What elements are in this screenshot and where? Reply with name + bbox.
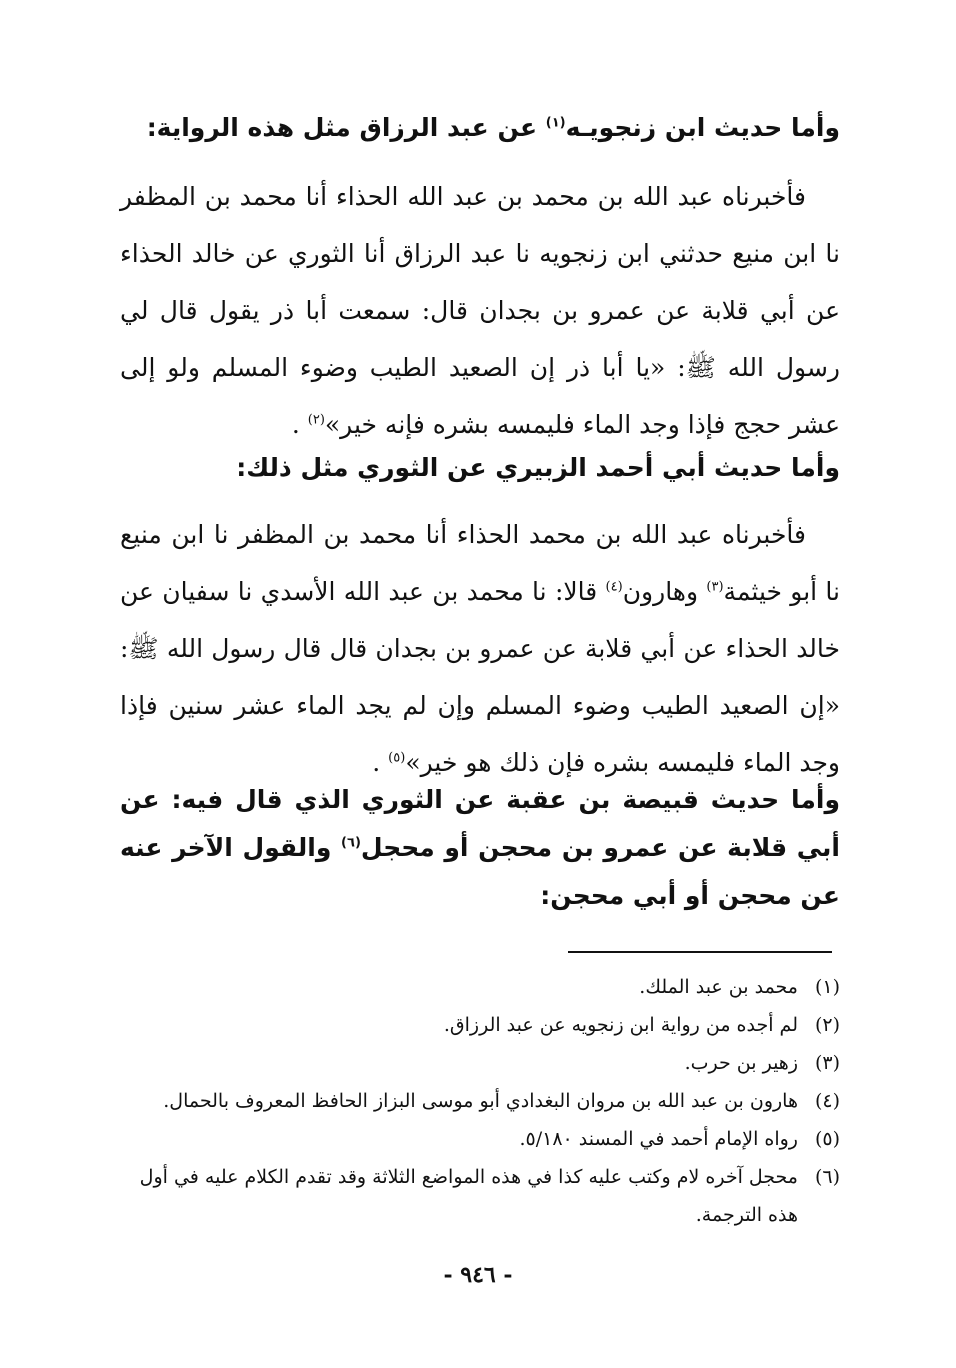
footnote-ref: (٤): [605, 579, 623, 595]
footnote-6: [120, 1158, 840, 1234]
footnote-5: [120, 1120, 840, 1158]
footnote-number: (١): [814, 976, 840, 998]
footnote-text: محجل آخره لام وكتب عليه كذا في هذه المواضع الثلاثة وقد تقدم الكلام عليه في أول هذه الترجمة.: [139, 1166, 798, 1226]
heading-text: وأما حديث ابن زنجويـه: [565, 113, 840, 142]
footnote-separator: [568, 951, 832, 953]
footnote-ref: (١): [545, 115, 566, 131]
footnote-ref: (٥): [388, 750, 406, 766]
paragraph-abu-ahmad-zubayri: [120, 506, 840, 791]
footnote-3: [120, 1044, 840, 1082]
paragraph-text: فأخبرناه عبد الله بن محمد بن عبد الله الحذاء أنا محمد بن المظفر نا ابن منيع حدثني ابن زنجويه نا عبد الرزاق أنا الثوري عن خالد الحذاء عن أبي قلابة عن عمرو بن بجدان قال: سمعت أبا ذر يقول قال لي رسول الله ﷺ: «يا أبا ذر إن الصعيد الطيب وضوء المسلم ولو إلى عشر حجج فإذا وجد الماء فليمسه بشره فإنه خير»: [120, 182, 840, 439]
section-heading-ibn-zanjawayh: [120, 104, 840, 152]
paragraph-end: .: [372, 748, 389, 777]
footnote-number: (٣): [814, 1052, 840, 1074]
section-heading-qabisa: [120, 776, 840, 920]
paragraph-end: .: [291, 410, 308, 439]
footnote-number: (٥): [814, 1128, 840, 1150]
footnote-2: [120, 1006, 840, 1044]
footnote-number: (٢): [814, 1014, 840, 1036]
footnote-text: زهير بن حرب.: [684, 1052, 798, 1074]
paragraph-text: وهارون: [622, 577, 707, 606]
heading-text: وأما حديث أبي أحمد الزبيري عن الثوري مثل ذلك:: [236, 453, 840, 482]
page-number: - ٩٤٦ -: [443, 1262, 513, 1288]
heading-text: وأما حديث قبيصة بن عقبة عن الثوري الذي قال فيه: عن أبي قلابة عن عمرو بن محجن أو محجل: [120, 785, 840, 862]
footnote-1: [120, 968, 840, 1006]
paragraph-text: فأخبرناه عبد الله بن محمد الحذاء أنا محمد بن المظفر نا ابن منيع نا أبو خيثمة: [120, 520, 841, 606]
footnotes: [120, 968, 840, 1234]
footnote-ref: (٦): [341, 835, 361, 851]
footnote-4: [120, 1082, 840, 1120]
section-heading-abu-ahmad-zubayri: [120, 444, 840, 492]
footnote-ref: (٢): [307, 412, 325, 428]
footnote-number: (٦): [814, 1166, 840, 1188]
footnote-ref: (٣): [706, 579, 724, 595]
paragraph-ibn-zanjawayh: [120, 168, 840, 453]
footnote-text: رواه الإمام أحمد في المسند ٥/١٨٠.: [519, 1128, 798, 1150]
paragraph-text: قالا: نا محمد بن عبد الله الأسدي نا سفيان عن خالد الحذاء عن أبي قلابة عن عمرو بن بجدان قال قال رسول الله ﷺ: «إن الصعيد الطيب وضوء المسلم وإن لم يجد الماء عشر سنين فإذا وجد الماء فليمسه بشره فإن ذلك هو خير»: [120, 577, 840, 777]
footnote-number: (٤): [814, 1090, 840, 1112]
footnote-text: لم أجده من رواية ابن زنجويه عن عبد الرزاق.: [443, 1014, 798, 1036]
footnote-text: محمد بن عبد الملك.: [639, 976, 798, 998]
heading-text-rest: عن عبد الرزاق مثل هذه الرواية:: [146, 113, 546, 142]
footnote-text: هارون بن عبد الله بن مروان البغدادي أبو موسى البزاز الحافظ المعروف بالحمال.: [163, 1090, 798, 1112]
heading-text-rest: والقول الآخر عنه عن محجن أو أبي محجن:: [120, 833, 840, 910]
